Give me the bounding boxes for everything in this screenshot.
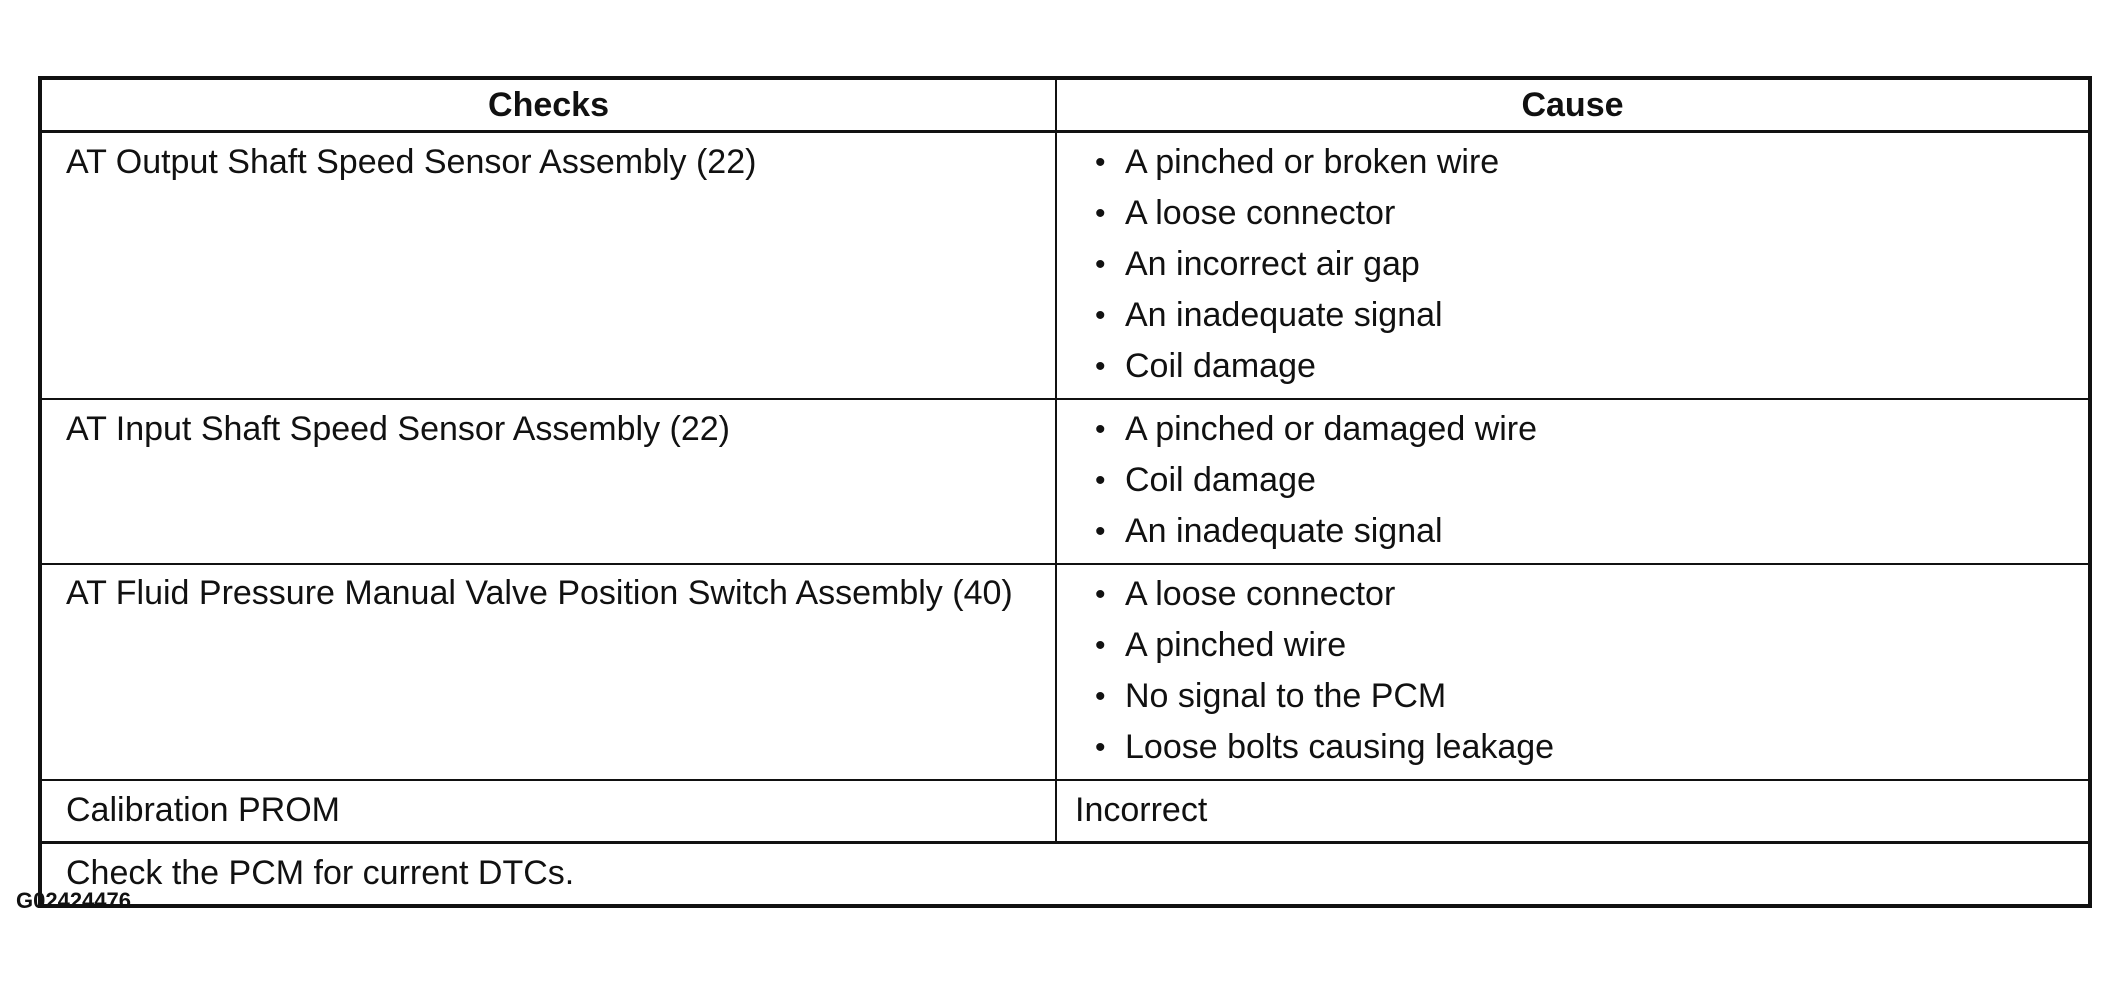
table-row [40,780,2090,843]
figure-id-label: G02424476 [16,888,131,913]
table-row [40,399,2090,564]
cause-list-item [1075,671,2064,722]
bullet-icon: • [1095,146,1106,179]
cause-text: An inadequate signal [1125,296,1443,334]
bullet-icon: • [1095,299,1106,332]
cause-list-item [1075,620,2064,671]
cause-cell [1056,132,2090,400]
checks-column-header: Checks [40,78,1056,132]
cause-list-item [1075,455,2064,506]
cause-text: A loose connector [1125,194,1396,232]
check-cell: AT Input Shaft Speed Sensor Assembly (22) [40,399,1056,564]
checks-cause-table [38,76,2092,908]
check-cell: AT Output Shaft Speed Sensor Assembly (22) [40,132,1056,400]
bullet-icon: • [1095,413,1106,446]
table-row [40,132,2090,400]
cause-text: Coil damage [1125,461,1316,499]
cause-list-item [1075,506,2064,557]
cause-text: A pinched wire [1125,626,1347,664]
cause-list [1075,569,2064,773]
cause-cell [1056,564,2090,780]
cause-text: Loose bolts causing leakage [1125,728,1555,766]
cause-cell: Incorrect [1056,780,2090,843]
bullet-icon: • [1095,731,1106,764]
cause-cell [1056,399,2090,564]
check-cell: Calibration PROM [40,780,1056,843]
cause-list-item [1075,290,2064,341]
bullet-icon: • [1095,464,1106,497]
cause-list [1075,404,2064,557]
cause-text: No signal to the PCM [1125,677,1447,715]
cause-text: A pinched or damaged wire [1125,410,1538,448]
table-row [40,564,2090,780]
bullet-icon: • [1095,248,1106,281]
cause-list-item [1075,137,2064,188]
bullet-icon: • [1095,350,1106,383]
cause-text: An incorrect air gap [1125,245,1420,283]
cause-text: A pinched or broken wire [1125,143,1500,181]
bullet-icon: • [1095,629,1106,662]
cause-column-header: Cause [1056,78,2090,132]
bullet-icon: • [1095,578,1106,611]
cause-list [1075,137,2064,392]
cause-list-item [1075,188,2064,239]
table-header-row [40,78,2090,132]
checks-cause-sheet [38,76,2088,908]
cause-list-item [1075,341,2064,392]
cause-text: A loose connector [1125,575,1396,613]
cause-list-item [1075,239,2064,290]
cause-list-item [1075,722,2064,773]
cause-list-item [1075,404,2064,455]
cause-list-item [1075,569,2064,620]
check-cell: AT Fluid Pressure Manual Valve Position Switch Assembly (40) [40,564,1056,780]
note-cell: Check the PCM for current DTCs. [40,843,2090,907]
cause-text: Coil damage [1125,347,1316,385]
bullet-icon: • [1095,515,1106,548]
cause-text: An inadequate signal [1125,512,1443,550]
table-note-row [40,843,2090,907]
bullet-icon: • [1095,680,1106,713]
bullet-icon: • [1095,197,1106,230]
